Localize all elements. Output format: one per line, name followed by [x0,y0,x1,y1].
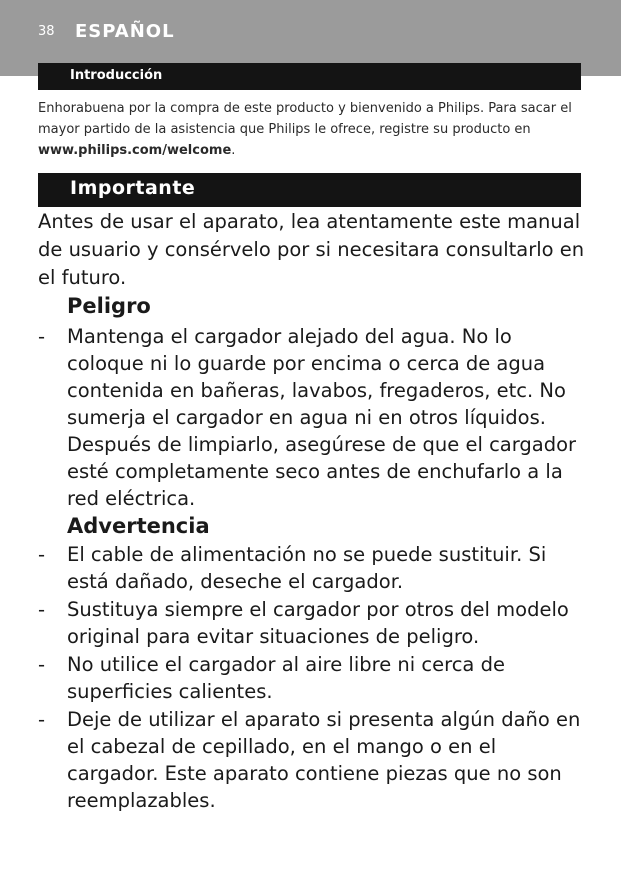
bullet-dash: - [38,708,46,731]
language-heading: ESPAÑOL [75,21,175,42]
warning-item [38,706,588,814]
intro-paragraph [38,98,583,161]
warning-item-text: Deje de utilizar el aparato si presenta algún daño en el cabezal de cepillado, en el mango o en el cargador. Este aparato contiene piezas que no son reemplazables. [67,708,581,812]
bullet-dash: - [38,653,46,676]
warning-item-text: Sustituya siempre el cargador por otros del modelo original para evitar situaciones de peligro. [67,598,569,648]
warning-heading: Advertencia [67,514,210,538]
important-paragraph: Antes de usar el aparato, lea atentamente este manual de usuario y consérvelo por si necesitara consultarlo en el futuro. [38,210,585,289]
warning-item [38,541,588,595]
philips-welcome-link[interactable]: www.philips.com/welcome [38,143,232,158]
danger-heading: Peligro [67,294,151,318]
bullet-dash: - [38,543,46,566]
danger-item-text: Mantenga el cargador alejado del agua. No lo coloque ni lo guarde por encima o cerca de agua contenida en bañeras, lavabos, fregaderos, etc. No sumerja el cargador en agua ni en otros líquidos. Después de limpiarlo, asegúrese de que el cargador esté completamente seco antes de enchufarlo a la red eléctrica. [67,325,577,510]
important-section-title: Importante [38,173,581,207]
warning-item-text: No utilice el cargador al aire libre ni cerca de superficies calientes. [67,653,505,703]
intro-end: . [231,143,236,158]
warning-item [38,596,588,650]
intro-text: Enhorabuena por la compra de este producto y bienvenido a Philips. Para sacar el mayor partido de la asistencia que Philips le ofrece, registre su producto en [38,101,572,137]
warning-item [38,651,588,705]
intro-section-title: Introducción [38,63,581,90]
danger-item [38,323,588,512]
warning-item-text: El cable de alimentación no se puede sustituir. Si está dañado, deseche el cargador. [67,543,547,593]
page-number: 38 [38,24,55,39]
bullet-dash: - [38,598,46,621]
bullet-dash: - [38,325,46,348]
